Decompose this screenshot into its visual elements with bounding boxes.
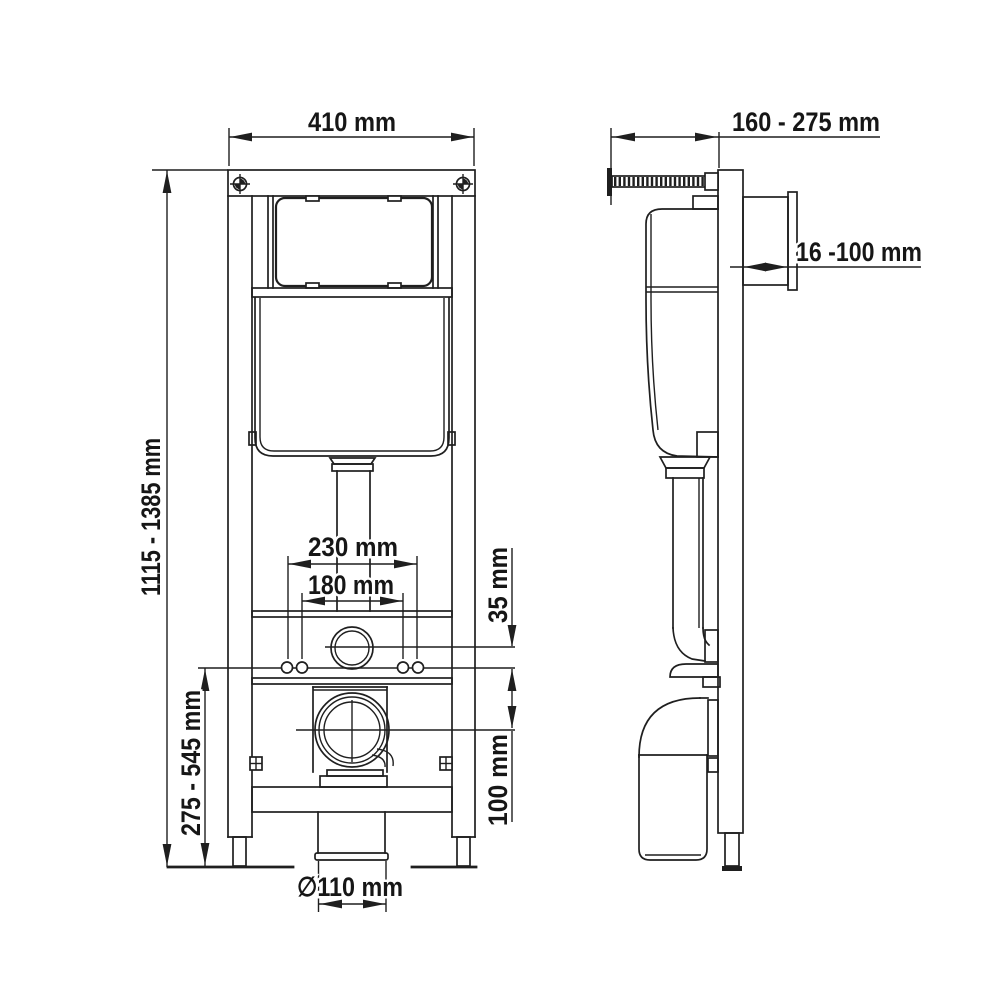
side-view-drawing [607,128,797,871]
dim-label-outlet-offset: 100 mm [483,725,513,826]
pan-fixing-hole [282,662,293,673]
frame-bottom-rail [252,787,452,812]
dim-label-depth-range: 160 - 275 mm [732,107,880,137]
pan-fixing-hole [398,662,409,673]
dim-label-pan-height: 275 - 545 mm [176,666,206,836]
cistern-tank-front [249,298,455,456]
leg-clamp-icon [250,757,262,770]
wall-anchor-screw-icon [453,174,473,194]
leg-clamp-icon [440,757,452,770]
adjustable-foot [457,837,470,866]
drain-elbow-side [639,698,718,860]
frame-lower-cross-rail [252,678,452,684]
flush-plate-housing [743,197,788,285]
adjustable-foot [233,837,246,866]
dim-label-plate-depth: 16 -100 mm [796,237,922,267]
wall-anchor-screw-icon [230,174,250,194]
cistern-tank-side [646,209,718,457]
pan-fixing-hole [413,662,424,673]
frame-top-rail [228,170,475,196]
dim-label-inlet-offset: 35 mm [483,537,513,623]
dim-label-frame-height: 1115 - 1385 mm [136,399,166,596]
dim-label-fixing-outer: 230 mm [308,532,398,562]
frame-middle-cross-rail [252,611,452,617]
flush-pipe-side [660,457,720,687]
water-inlet-port [331,627,373,669]
frame-profile-side [718,170,743,833]
front-view-drawing [168,170,515,867]
dim-label-outlet-diameter: ∅110 mm [297,872,403,902]
frame-upper-cross-rail [252,288,452,297]
dim-label-frame-width: 410 mm [308,107,396,137]
drain-down-pipe [315,812,388,860]
dim-label-fixing-inner: 180 mm [308,570,394,600]
access-panel-window [276,198,432,286]
adjustable-foot-side [725,833,739,866]
pan-fixing-hole [297,662,308,673]
